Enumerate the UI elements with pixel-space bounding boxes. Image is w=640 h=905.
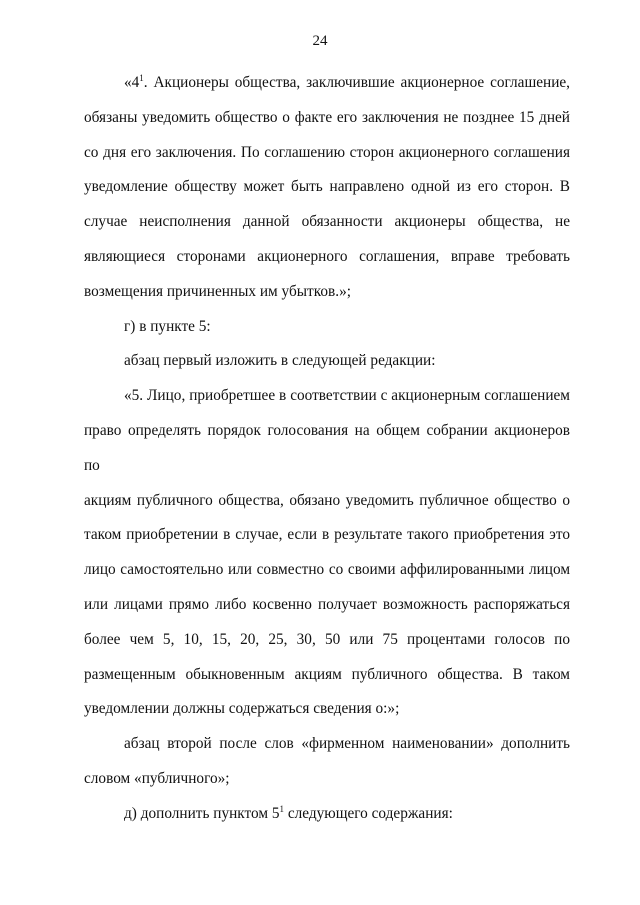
text-line: «$4^1$. Акционеры общества, заключившие акционерное соглашение, [124, 73, 570, 91]
text-line: акциям публичного общества, обязано уведомить публичное общество о [84, 491, 570, 509]
text-line: таком приобретении в случае, если в результате такого приобретения это [84, 526, 570, 544]
text-line: возмещения причиненных им убытков.»; [84, 282, 351, 300]
text-line: словом «публичного»; [84, 769, 230, 787]
text-line: уведомление обществу может быть направлено одной из его сторон. В [84, 178, 570, 196]
paragraph-4-1-quote [84, 66, 570, 310]
document-body [84, 66, 570, 832]
text-line: абзац второй после слов «фирменном наименовании» дополнить [124, 735, 570, 753]
superscript: 1 [139, 73, 144, 83]
text-line: случае неисполнения данной обязанности акционеры общества, не [84, 213, 570, 231]
paragraph-first-abzac: абзац первый изложить в следующей редакции: [124, 352, 436, 370]
paragraph-5-quote [84, 379, 570, 727]
text-line: уведомлении должны содержаться сведения о:»; [84, 700, 400, 718]
text-line: лицо самостоятельно или совместно со своими аффилированными лицом [84, 561, 570, 579]
page-number: 24 [312, 33, 328, 49]
text-line: более чем 5, 10, 15, 20, 25, 30, 50 или 75 процентами голосов по [84, 630, 570, 648]
superscript: 1 [279, 803, 285, 814]
text-line: являющиеся сторонами акционерного соглашения, вправе требовать [84, 247, 570, 265]
text-line: или лицами прямо либо косвенно получает возможность распоряжаться [84, 595, 570, 613]
text-line: размещенным обыкновенным акциям публичного общества. В таком [84, 665, 570, 683]
paragraph-second-abzac [84, 727, 570, 797]
text-line: обязаны уведомить общество о факте его заключения не позднее 15 дней [84, 108, 570, 126]
text-line: право определять порядок голосования на общем собрании акционеров по [84, 421, 570, 474]
text-line: «5. Лицо, приобретшее в соответствии с акционерным соглашением [124, 387, 570, 405]
paragraph-item-g: г) в пункте 5: [124, 317, 211, 335]
text-line: со дня его заключения. По соглашению сторон акционерного соглашения [84, 143, 570, 161]
paragraph-item-d: д) дополнить пунктом $5^1$ следующего содержания: [124, 803, 453, 822]
